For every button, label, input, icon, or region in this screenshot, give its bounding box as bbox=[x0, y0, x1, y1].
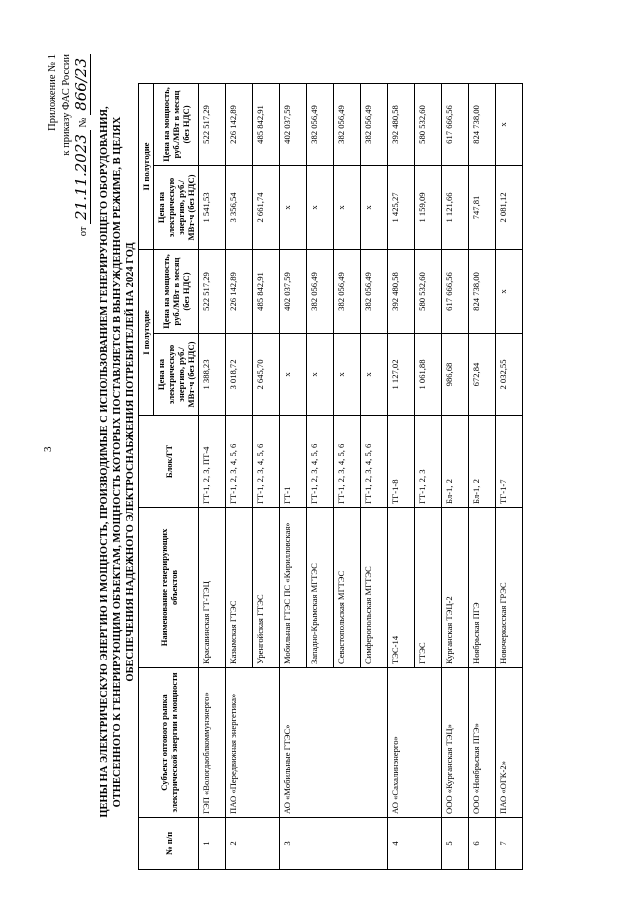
cell-capacity-price-1: 392 480,58 bbox=[388, 249, 415, 333]
header-half-1: I полугодие bbox=[139, 249, 154, 415]
cell-object: Красавинская ГТ-ТЭЦ bbox=[199, 508, 226, 668]
cell-capacity-price-2: 402 037,59 bbox=[280, 83, 307, 165]
header-energy-price-1: Цена на электрическую энергию, руб./МВт·ч (без НДС) bbox=[154, 334, 199, 416]
header-row-1 bbox=[139, 83, 154, 869]
cell-object: Казымская ГТЭС bbox=[226, 508, 253, 668]
cell-energy-price-2: x bbox=[334, 165, 361, 249]
cell-capacity-price-2: 382 056,49 bbox=[307, 83, 334, 165]
cell-object: Мобильная ГТЭС ПС «Кирилловская» bbox=[280, 508, 307, 668]
table-row bbox=[226, 83, 253, 869]
cell-block: ГТ-1 bbox=[280, 416, 307, 508]
cell-capacity-price-2: 824 738,00 bbox=[469, 83, 496, 165]
cell-object: Севастопольская МГТЭС bbox=[334, 508, 361, 668]
cell-capacity-price-2: x bbox=[496, 83, 523, 165]
cell-block: ГТ-1, 2, 3, 4, 5, 6 bbox=[226, 416, 253, 508]
cell-energy-price-1: 672,84 bbox=[469, 334, 496, 416]
cell-capacity-price-1: x bbox=[496, 249, 523, 333]
cell-block: ТГ-1-7 bbox=[496, 416, 523, 508]
cell-energy-price-2: 1 541,53 bbox=[199, 165, 226, 249]
cell-energy-price-1: x bbox=[280, 334, 307, 416]
cell-capacity-price-1: 402 037,59 bbox=[280, 249, 307, 333]
cell-capacity-price-1: 580 532,60 bbox=[415, 249, 442, 333]
cell-capacity-price-1: 522 517,29 bbox=[199, 249, 226, 333]
cell-block: ГТ-1, 2, 3, 4, 5, 6 bbox=[334, 416, 361, 508]
cell-object: Симферопольская МГТЭС bbox=[361, 508, 388, 668]
cell-object: ТЭС-14 bbox=[388, 508, 415, 668]
annex-date: 21.11.2023 bbox=[72, 130, 91, 224]
cell-capacity-price-2: 382 056,49 bbox=[361, 83, 388, 165]
cell-block: ГТ-1, 2, 3, 4, 5, 6 bbox=[253, 416, 280, 508]
cell-num: 7 bbox=[496, 818, 523, 870]
cell-energy-price-1: x bbox=[307, 334, 334, 416]
cell-energy-price-2: 1 425,27 bbox=[388, 165, 415, 249]
cell-energy-price-2: x bbox=[280, 165, 307, 249]
header-energy-price-2: Цена на электрическую энергию, руб./МВт·ч (без НДС) bbox=[154, 165, 199, 249]
cell-energy-price-2: 747,81 bbox=[469, 165, 496, 249]
cell-subject: ООО «Курганская ТЭЦ» bbox=[442, 668, 469, 818]
annex-header bbox=[46, 54, 91, 236]
annex-number-prefix: № bbox=[78, 117, 89, 128]
cell-capacity-price-2: 617 666,56 bbox=[442, 83, 469, 165]
annex-order-line: к приказу ФАС России bbox=[61, 54, 72, 156]
cell-energy-price-2: 3 356,54 bbox=[226, 165, 253, 249]
cell-block: ГТ-1, 2, 3, 4, 5, 6 bbox=[361, 416, 388, 508]
cell-energy-price-2: x bbox=[307, 165, 334, 249]
cell-block: Бл-1, 2 bbox=[469, 416, 496, 508]
cell-block: ГТ-1, 2, 3, 4, 5, 6 bbox=[307, 416, 334, 508]
cell-object: Курганская ТЭЦ-2 bbox=[442, 508, 469, 668]
cell-num: 2 bbox=[226, 818, 280, 870]
cell-subject: АО «Сахалинэнерго» bbox=[388, 668, 442, 818]
header-capacity-price-2: Цена на мощность, руб./МВт в месяц (без НДС) bbox=[154, 83, 199, 165]
table-row bbox=[280, 83, 307, 869]
cell-energy-price-1: 2 032,55 bbox=[496, 334, 523, 416]
cell-energy-price-1: 2 645,70 bbox=[253, 334, 280, 416]
table-row bbox=[442, 83, 469, 869]
cell-subject: ПАО «Передвижная энергетика» bbox=[226, 668, 280, 818]
cell-subject: ГЭП «Вологдаоблкоммунэнерго» bbox=[199, 668, 226, 818]
cell-energy-price-2: 2 661,74 bbox=[253, 165, 280, 249]
cell-subject: ООО «Ноябрьская ПГЭ» bbox=[469, 668, 496, 818]
cell-capacity-price-1: 226 142,89 bbox=[226, 249, 253, 333]
cell-capacity-price-1: 824 738,00 bbox=[469, 249, 496, 333]
rotated-content bbox=[40, 22, 600, 882]
cell-object: ГТЭС bbox=[415, 508, 442, 668]
cell-energy-price-2: 2 081,12 bbox=[496, 165, 523, 249]
cell-energy-price-1: x bbox=[361, 334, 388, 416]
cell-object: Новочеркасская ГРЭС bbox=[496, 508, 523, 668]
table-row bbox=[496, 83, 523, 869]
cell-block: Бл-1, 2 bbox=[442, 416, 469, 508]
cell-energy-price-1: 1 127,02 bbox=[388, 334, 415, 416]
cell-capacity-price-2: 392 480,58 bbox=[388, 83, 415, 165]
cell-block: ГТ-1, 2, 3, ПТ-4 bbox=[199, 416, 226, 508]
header-capacity-price-1: Цена на мощность, руб./МВт в месяц (без НДС) bbox=[154, 249, 199, 333]
cell-capacity-price-2: 485 842,91 bbox=[253, 83, 280, 165]
cell-subject: АО «Мобильные ГТЭС» bbox=[280, 668, 388, 818]
cell-subject: ПАО «ОГК-2» bbox=[496, 668, 523, 818]
table-row bbox=[388, 83, 415, 869]
cell-capacity-price-2: 522 517,29 bbox=[199, 83, 226, 165]
page-number: 3 bbox=[42, 446, 54, 452]
cell-energy-price-1: 1 388,23 bbox=[199, 334, 226, 416]
table-row bbox=[199, 83, 226, 869]
header-num: № п/п bbox=[139, 818, 199, 870]
header-subject: Субъект оптового рынка электрической энергии и мощности bbox=[139, 668, 199, 818]
cell-capacity-price-1: 485 842,91 bbox=[253, 249, 280, 333]
cell-energy-price-2: x bbox=[361, 165, 388, 249]
cell-num: 5 bbox=[442, 818, 469, 870]
document-title: ЦЕНЫ НА ЭЛЕКТРИЧЕСКУЮ ЭНЕРГИЮ И МОЩНОСТЬ, ПРОИЗВОДИМЫЕ С ИСПОЛЬЗОВАНИЕМ ГЕНЕРИРУЮЩЕГО ОБОРУДОВАНИЯ, ОТНЕСЕННОГО К ГЕНЕРИРУЮЩИМ ОБЪЕКТАМ, МОЩНОСТЬ КОТОРЫХ ПОСТАВЛЯЕТСЯ В ВЫНУЖДЕННОМ РЕЖИМЕ, В ЦЕЛЯХ ОБЕСПЕЧЕНИЯ НАДЕЖНОГО ЭЛЕКТРОСНАБЖЕНИЯ ПОТРЕБИТЕЛЕЙ НА 2024 ГОД bbox=[99, 106, 136, 818]
cell-capacity-price-1: 382 056,49 bbox=[361, 249, 388, 333]
cell-capacity-price-1: 382 056,49 bbox=[307, 249, 334, 333]
header-object: Наименование генерирующих объектов bbox=[139, 508, 199, 668]
header-block: Блок/ГТ bbox=[139, 416, 199, 508]
cell-block: ТГ-1-8 bbox=[388, 416, 415, 508]
cell-num: 3 bbox=[280, 818, 388, 870]
cell-energy-price-2: 1 121,66 bbox=[442, 165, 469, 249]
cell-num: 1 bbox=[199, 818, 226, 870]
cell-capacity-price-2: 226 142,89 bbox=[226, 83, 253, 165]
cell-capacity-price-1: 617 666,56 bbox=[442, 249, 469, 333]
cell-num: 4 bbox=[388, 818, 442, 870]
cell-capacity-price-2: 382 056,49 bbox=[334, 83, 361, 165]
annex-title: Приложение № 1 bbox=[47, 54, 58, 131]
cell-energy-price-1: x bbox=[334, 334, 361, 416]
cell-energy-price-2: 1 159,09 bbox=[415, 165, 442, 249]
table-row bbox=[469, 83, 496, 869]
cell-block: ГТ-1, 2, 3 bbox=[415, 416, 442, 508]
cell-num: 6 bbox=[469, 818, 496, 870]
price-table bbox=[138, 83, 523, 870]
cell-energy-price-1: 1 061,88 bbox=[415, 334, 442, 416]
cell-capacity-price-2: 580 532,60 bbox=[415, 83, 442, 165]
cell-object: Западно-Крымская МГТЭС bbox=[307, 508, 334, 668]
cell-energy-price-1: 3 018,72 bbox=[226, 334, 253, 416]
header-half-2: II полугодие bbox=[139, 83, 154, 249]
annex-date-prefix: от bbox=[78, 226, 89, 237]
cell-capacity-price-1: 382 056,49 bbox=[334, 249, 361, 333]
cell-object: Ноябрьская ПГЭ bbox=[469, 508, 496, 668]
cell-energy-price-1: 986,68 bbox=[442, 334, 469, 416]
annex-number: 866/23 bbox=[72, 54, 91, 115]
cell-object: Уренгойская ГТЭС bbox=[253, 508, 280, 668]
annex-date-line bbox=[74, 54, 91, 236]
